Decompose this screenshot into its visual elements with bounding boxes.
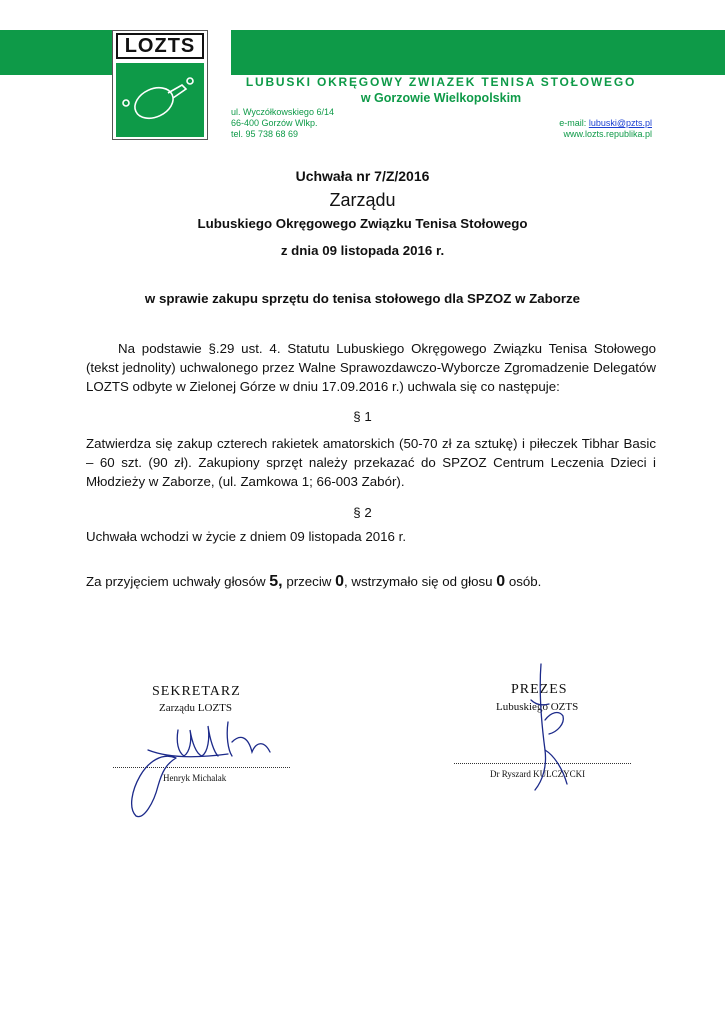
email-link[interactable]: lubuski@pzts.pl	[588, 118, 652, 128]
secretary-handwritten-signature	[118, 712, 298, 822]
intro-paragraph: Na podstawie §.29 ust. 4. Statutu Lubuskiego Okręgowego Związku Tenisa Stołowego (tekst jednolity) uchwalonego przez Walne Sprawozdawczo-Wyborcze Zgromadzenie Delegatów LOZTS odbyte w Zielonej Górze w dniu 17.09.2016 r.) uchwala się co następuje:	[86, 341, 656, 394]
header-green-band-left	[0, 30, 112, 75]
resolution-number: Uchwała nr 7/Z/2016	[295, 168, 430, 184]
address-city: 66-400 Gorzów Wlkp.	[231, 118, 318, 128]
vote-against: 0	[335, 573, 344, 590]
vote-line	[86, 572, 656, 591]
secretary-title: SEKRETARZ	[152, 684, 241, 699]
president-handwritten-signature	[505, 660, 585, 800]
logo-paddle-emblem	[116, 63, 204, 137]
section-2-label: § 2	[353, 505, 372, 520]
vote-suffix: osób.	[505, 574, 542, 589]
vote-mid2: , wstrzymało się od głosu	[344, 574, 497, 589]
secretary-name: Henryk Michalak	[163, 773, 227, 783]
resolution-body: Zarządu	[329, 190, 396, 210]
president-title: PREZES	[511, 682, 568, 697]
section-1-text: Zatwierdza się zakup czterech rakietek amatorskich (50-70 zł za sztukę) i piłeczek Tibhar Basic – 60 szt. (90 zł). Zakupiony sprzęt należy przekazać do SPZOZ Centrum Leczenia Dzieci i Młodzieży w Zaborze, (ul. Zamkowa 1; 66-003 Zabór).	[86, 436, 656, 489]
vote-abstain: 0	[496, 573, 506, 590]
org-name: LUBUSKI OKRĘGOWY ZWIAZEK TENISA STOŁOWEGO	[245, 75, 637, 89]
website[interactable]: www.lozts.republika.pl	[563, 129, 652, 139]
email-label: e-mail:	[559, 118, 587, 128]
email-line	[559, 118, 652, 128]
president-subtitle: Lubuskiego OZTS	[496, 701, 579, 713]
vote-prefix: Za przyjęciem uchwały głosów	[86, 574, 270, 589]
phone-number: tel. 95 738 68 69	[231, 129, 299, 139]
table-tennis-paddle-icon	[116, 63, 204, 137]
section-1-label: § 1	[353, 409, 372, 424]
logo-text: LOZTS	[116, 33, 204, 59]
vote-for: 5,	[269, 573, 283, 590]
president-name: Dr Ryszard KULCZYCKI	[490, 769, 586, 779]
lozts-logo	[112, 30, 208, 140]
address-street: ul. Wyczółkowskiego 6/14	[231, 107, 334, 117]
section-2-text: Uchwała wchodzi w życie z dniem 09 listopada 2016 r.	[86, 529, 407, 544]
resolution-org: Lubuskiego Okręgowego Związku Tenisa Stołowego	[197, 216, 528, 231]
resolution-subject: w sprawie zakupu sprzętu do tenisa stołowego dla SPZOZ w Zaborze	[144, 291, 581, 306]
org-city: w Gorzowie Wielkopolskim	[360, 91, 522, 105]
secretary-subtitle: Zarządu LOZTS	[159, 702, 232, 714]
header-green-band-right	[231, 30, 725, 75]
resolution-date: z dnia 09 listopada 2016 r.	[280, 243, 445, 258]
vote-mid1: przeciw	[282, 574, 336, 589]
